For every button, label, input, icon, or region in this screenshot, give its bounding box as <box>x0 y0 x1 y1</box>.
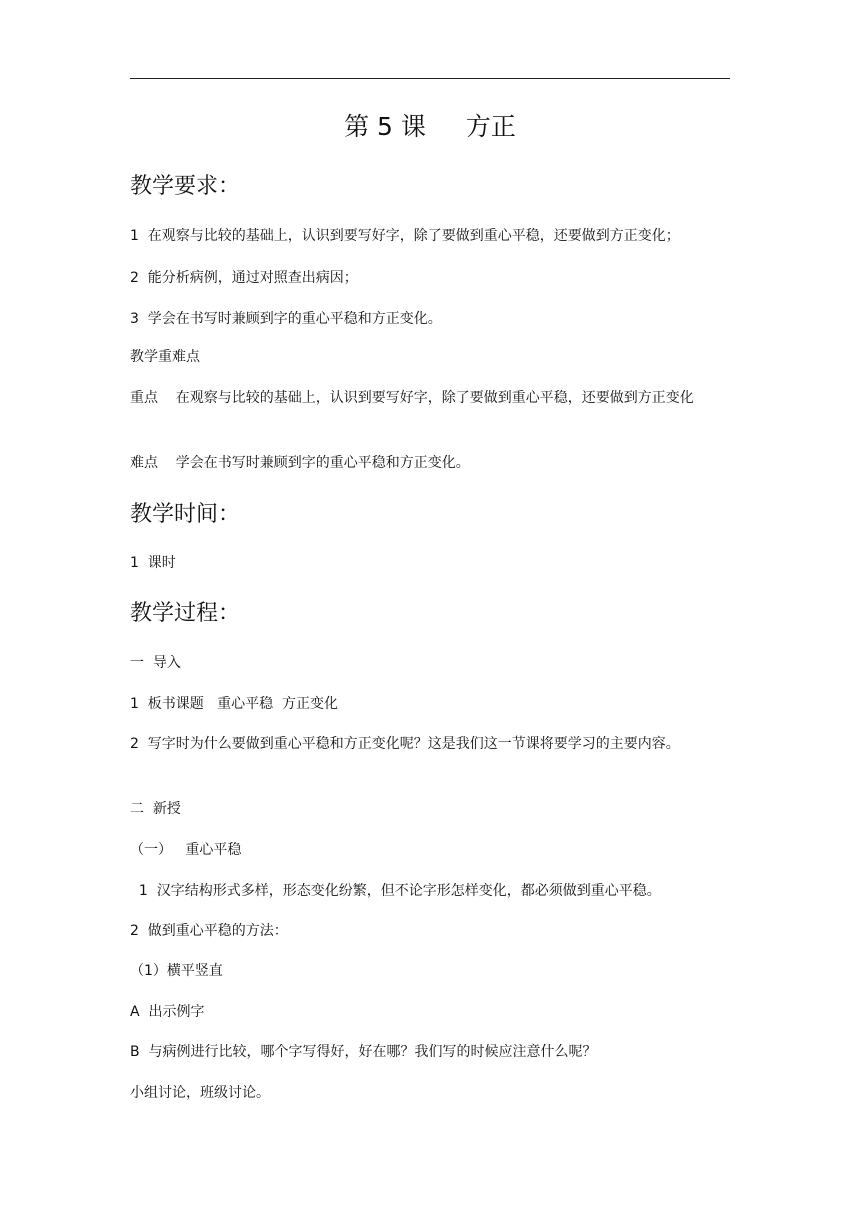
method-1: （1）横平竖直 <box>130 963 223 979</box>
difficulty-text: 难点 学会在书写时兼顾到字的重心平稳和方正变化。 <box>130 455 470 471</box>
step-b: B 与病例进行比较，哪个字写得好，好在哪？我们写的时候应注意什么呢？ <box>130 1044 597 1060</box>
time-text: 1 课时 <box>130 555 176 571</box>
point-2: 2 做到重心平稳的方法： <box>130 923 288 939</box>
step-a: A 出示例字 <box>130 1004 205 1020</box>
keypoint-text: 重点 在观察与比较的基础上，认识到要写好字，除了要做到重心平稳，还要做到方正变化 <box>130 390 694 406</box>
requirements-heading: 教学要求： <box>130 174 241 199</box>
keypoints-title: 教学重难点 <box>130 349 200 365</box>
discussion-note: 小组讨论，班级讨论。 <box>130 1085 270 1101</box>
requirement-1: 1 在观察与比较的基础上，认识到要写好字，除了要做到重心平稳，还要做到方正变化； <box>130 228 680 244</box>
process-heading: 教学过程： <box>130 601 241 626</box>
requirement-2: 2 能分析病例，通过对照查出病因； <box>130 270 358 286</box>
header-rule <box>130 78 730 79</box>
lesson-name: 方正 <box>465 112 516 141</box>
time-heading: 教学时间： <box>130 502 241 527</box>
requirement-3: 3 学会在书写时兼顾到字的重心平稳和方正变化。 <box>130 311 442 327</box>
intro-heading: 一 导入 <box>130 655 181 671</box>
lesson-number: 第 5 课 <box>344 112 426 141</box>
point-1: 1 汉字结构形式多样，形态变化纷繁，但不论字形怎样变化，都必须做到重心平稳。 <box>130 883 661 899</box>
intro-item-2: 2 写字时为什么要做到重心平稳和方正变化呢？这是我们这一节课将要学习的主要内容。 <box>130 736 680 752</box>
part-1-heading: （一） 重心平稳 <box>130 842 242 858</box>
new-lesson-heading: 二 新授 <box>130 801 181 817</box>
intro-item-1: 1 板书课题 重心平稳 方正变化 <box>130 696 339 712</box>
lesson-title <box>130 110 730 144</box>
